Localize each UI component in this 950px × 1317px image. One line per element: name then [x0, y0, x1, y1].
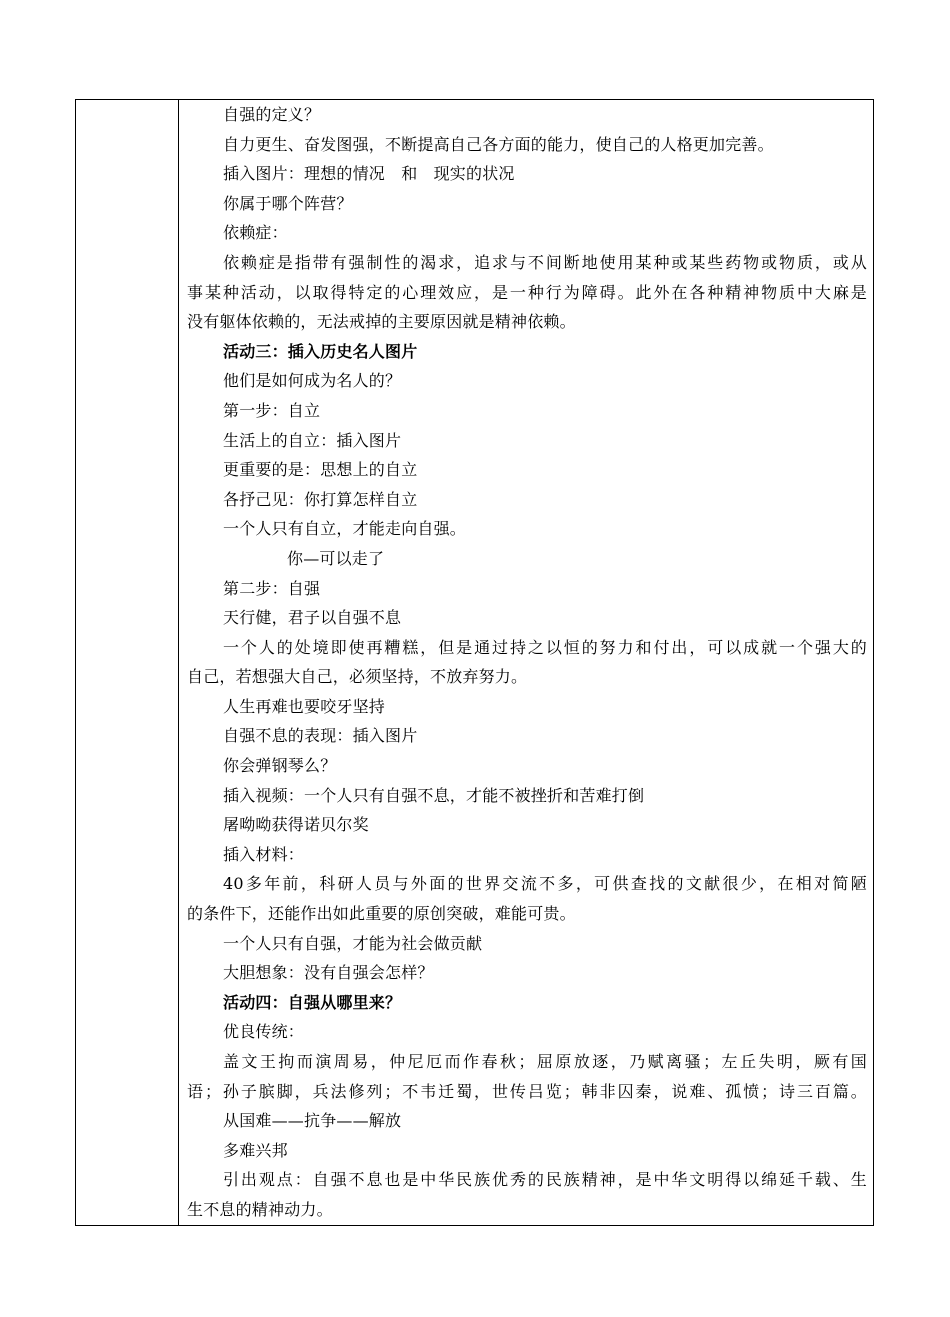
text-line: 盖文王拘而演周易，仲尼厄而作春秋；屈原放逐，乃赋离骚；左丘失明，厥有国	[223, 1052, 867, 1071]
text-line: 人生再难也要咬牙坚持	[223, 696, 386, 716]
lesson-table	[75, 99, 874, 1226]
text-line: 大胆想象：没有自强会怎样？	[223, 963, 434, 983]
text-line: 自力更生、奋发图强，不断提高自己各方面的能力，使自己的人格更加完善。	[223, 134, 774, 154]
text-line: 第一步：自立	[223, 400, 321, 420]
text-line: 一个人只有自强，才能为社会做贡献	[223, 933, 483, 953]
text-line: 依赖症是指带有强制性的渴求，追求与不间断地使用某种或某些药物或物质，或从	[223, 252, 867, 272]
text-line: 第二步：自强	[223, 578, 321, 598]
text-line: 各抒己见：你打算怎样自立	[223, 489, 418, 509]
text-line: 你会弹钢琴么？	[223, 756, 337, 776]
text-line: 屠呦呦获得诺贝尔奖	[223, 815, 369, 835]
text-line: 语；孙子膑脚，兵法修列；不韦迁蜀，世传吕览；韩非囚秦，说难、孤愤；诗三百篇。	[187, 1081, 867, 1101]
text-line: 活动三：插入历史名人图片	[223, 341, 418, 361]
text-line: 天行健，君子以自强不息	[223, 608, 402, 628]
text-line: 更重要的是：思想上的自立	[223, 460, 418, 480]
text-line: 多难兴邦	[223, 1140, 288, 1160]
text-line: 自强不息的表现：插入图片	[223, 726, 418, 746]
text-line: 一个人的处境即使再糟糕，但是通过持之以恒的努力和付出，可以成就一个强大的	[223, 637, 867, 657]
text-line: 从国难——抗争——解放	[223, 1111, 402, 1131]
text-line: 一个人只有自立，才能走向自强。	[223, 519, 467, 539]
text-line: 你—可以走了	[287, 548, 385, 568]
text-line: 优良传统：	[223, 1022, 305, 1042]
text-line: 的条件下，还能作出如此重要的原创突破，难能可贵。	[187, 904, 576, 924]
text-line: 没有躯体依赖的，无法戒掉的主要原因就是精神依赖。	[187, 312, 576, 332]
text-line: 插入材料：	[223, 844, 305, 864]
text-line: 自己，若想强大自己，必须坚持，不放弃努力。	[187, 667, 528, 687]
text-line: 生活上的自立：插入图片	[223, 430, 402, 450]
text-line: 他们是如何成为名人的？	[223, 371, 402, 391]
column-divider	[178, 100, 179, 1225]
text-line: 事某种活动，以取得特定的心理效应，是一种行为障碍。此外在各种精神物质中大麻是	[187, 282, 867, 302]
text-line: 引出观点：自强不息也是中华民族优秀的民族精神，是中华文明得以绵延千载、生	[223, 1170, 867, 1190]
text-line: 插入视频：一个人只有自强不息，才能不被挫折和苦难打倒	[223, 785, 645, 805]
text-line: 生不息的精神动力。	[187, 1199, 333, 1219]
text-line: 自强的定义？	[223, 105, 321, 124]
text-line: 40多年前，科研人员与外面的世界交流不多，可供查找的文献很少，在相对简陋	[223, 874, 867, 894]
text-line: 依赖症：	[223, 223, 288, 243]
text-line: 你属于哪个阵营？	[223, 193, 353, 213]
lesson-content	[187, 100, 867, 1225]
text-line: 活动四：自强从哪里来？	[223, 992, 402, 1012]
text-line: 插入图片：理想的情况 和 现实的状况	[223, 164, 515, 184]
